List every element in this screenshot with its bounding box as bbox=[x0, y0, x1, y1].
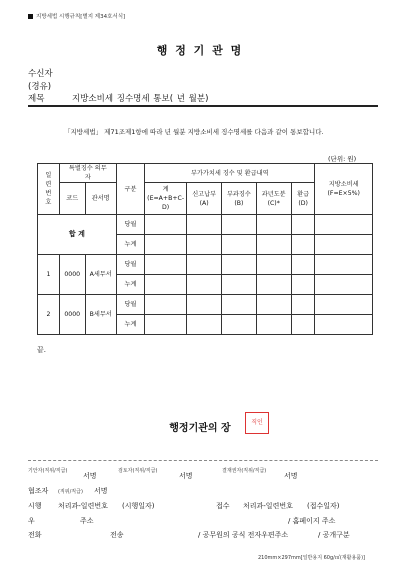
receipt-date: (접수일자) bbox=[307, 502, 340, 510]
collection-table bbox=[37, 163, 373, 335]
receipt-number: 처리과-일련번호 bbox=[243, 502, 293, 510]
cooperator-label: 협조자 bbox=[28, 487, 49, 495]
header-office: 관서명 bbox=[85, 183, 116, 215]
header-obligor: 특별징수 의무자 bbox=[59, 164, 116, 183]
row-serial: 2 bbox=[38, 295, 60, 335]
cooperator-sign: 서명 bbox=[94, 487, 108, 495]
header-code: 코드 bbox=[59, 183, 85, 215]
header-vat: 부가가치세 징수 및 환급내역 bbox=[145, 164, 315, 183]
header-category: 구분 bbox=[116, 164, 144, 215]
phone-label: 전화 bbox=[28, 531, 42, 539]
header-sum: 계 (E=A+B+C-D) bbox=[145, 183, 187, 215]
homepage-label: / 홈페이지 주소 bbox=[288, 517, 336, 525]
total-label: 합 계 bbox=[38, 215, 117, 255]
unit-label: (단위: 원) bbox=[328, 155, 357, 163]
cooperator-role: (직위/직급) bbox=[58, 489, 83, 495]
header-c: 과년도분 (C)* bbox=[256, 183, 291, 215]
recipient-label: 수신자 bbox=[28, 69, 53, 79]
enforce-number: 처리과-일련번호 bbox=[58, 502, 108, 510]
receipt-label: 접수 bbox=[216, 502, 230, 510]
bullet-square-icon bbox=[28, 14, 33, 19]
enforce-label: 시행 bbox=[28, 502, 42, 510]
subject-text: 지방소비세 징수명세 통보( 년 월분) bbox=[72, 94, 209, 104]
footer-divider bbox=[28, 460, 378, 461]
header-b: 부과징수 (B) bbox=[222, 183, 256, 215]
page-title: 행 정 기 관 명 bbox=[156, 44, 244, 57]
header-serial: 일련번호 bbox=[38, 164, 60, 215]
address-label: 주소 bbox=[80, 517, 94, 525]
via-label: (경유) bbox=[28, 82, 52, 92]
header-a: 신고납부 (A) bbox=[187, 183, 222, 215]
row-code: 0000 bbox=[59, 295, 85, 335]
fax-label: 전송 bbox=[110, 531, 124, 539]
issuer-name: 행정기관의 장 bbox=[169, 423, 231, 434]
postal-label: 우 bbox=[28, 517, 35, 525]
category-current: 당월 bbox=[116, 215, 144, 235]
header-d: 환급 (D) bbox=[291, 183, 315, 215]
header-divider bbox=[28, 105, 378, 107]
enforce-date: (시행일자) bbox=[122, 502, 155, 510]
row-serial: 1 bbox=[38, 255, 60, 295]
official-seal-stamp: 직인 bbox=[245, 412, 269, 434]
table-row bbox=[38, 255, 373, 275]
row-office: B세무서 bbox=[85, 295, 116, 335]
approver-sign: 서명 bbox=[284, 472, 298, 480]
subject-label: 제목 bbox=[28, 94, 45, 104]
row-office: A세무서 bbox=[85, 255, 116, 295]
reviewer-sign: 서명 bbox=[179, 472, 193, 480]
paper-size-note: 210mm×297mm[일반용지 60g/㎡(재활용품)] bbox=[258, 555, 366, 561]
approver-label: 결재권자(직위/직급) bbox=[222, 468, 267, 474]
drafter-label: 기안자(직위/직급) bbox=[28, 468, 68, 474]
category-cumulative: 누계 bbox=[116, 315, 144, 335]
reviewer-label: 검토자(직위/직급) bbox=[118, 468, 158, 474]
category-current: 당월 bbox=[116, 295, 144, 315]
category-current: 당월 bbox=[116, 255, 144, 275]
disclosure-label: / 공개구분 bbox=[318, 531, 350, 539]
header-local-tax: 지방소비세 (F=E×5%) bbox=[315, 164, 373, 215]
end-mark: 끝. bbox=[37, 346, 46, 354]
row-code: 0000 bbox=[59, 255, 85, 295]
category-cumulative: 누계 bbox=[116, 275, 144, 295]
notice-body: 「지방세법」 제71조제1항에 따라 년 월분 지방소비세 징수명세를 다음과 같이 통보합니다. bbox=[64, 128, 324, 136]
form-number: 지방세법 시행규칙[별지 제34호서식] bbox=[28, 12, 125, 20]
email-label: / 공무원의 공식 전자우편주소 bbox=[198, 531, 289, 539]
table-row bbox=[38, 295, 373, 315]
category-cumulative: 누계 bbox=[116, 235, 144, 255]
drafter-sign: 서명 bbox=[83, 472, 97, 480]
